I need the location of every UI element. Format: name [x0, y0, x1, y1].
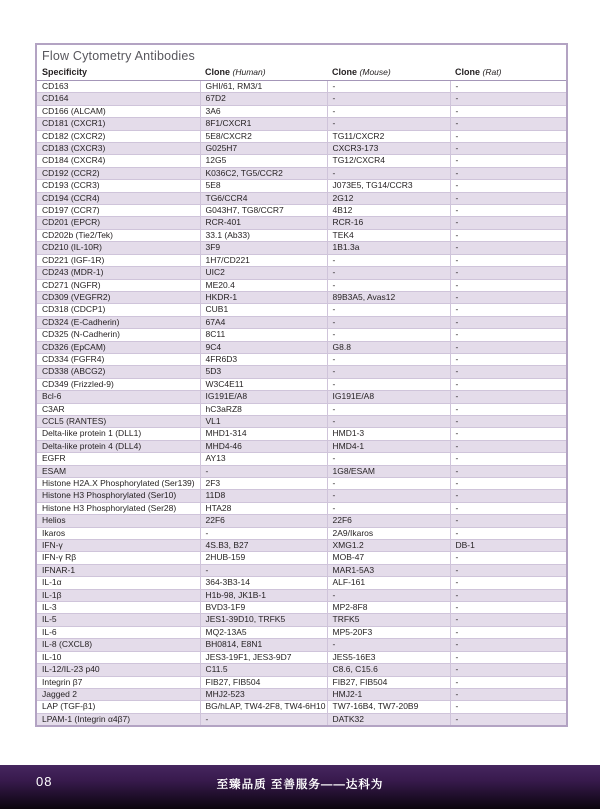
table-cell: Histone H2A.X Phosphorylated (Ser139)	[37, 478, 200, 490]
table-cell: 2F3	[200, 478, 327, 490]
table-cell: CD192 (CCR2)	[37, 167, 200, 179]
table-cell: 5E8/CXCR2	[200, 130, 327, 142]
table-row	[37, 403, 566, 415]
table-cell: -	[450, 651, 566, 663]
table-cell: JES5-16E3	[327, 651, 450, 663]
table-cell: -	[450, 366, 566, 378]
column-header-specificity	[37, 66, 200, 81]
page-footer	[0, 765, 600, 809]
table-cell: -	[450, 217, 566, 229]
table-cell: -	[327, 118, 450, 130]
table-cell: -	[450, 664, 566, 676]
table-cell: -	[327, 329, 450, 341]
table-cell: 33.1 (Ab33)	[200, 229, 327, 241]
table-row	[37, 341, 566, 353]
table-cell: Helios	[37, 515, 200, 527]
table-row	[37, 304, 566, 316]
table-cell: hC3aRZ8	[200, 403, 327, 415]
table-row	[37, 366, 566, 378]
table-cell: -	[450, 130, 566, 142]
table-cell: -	[327, 267, 450, 279]
table-cell: CD349 (Frizzled-9)	[37, 378, 200, 390]
table-cell: -	[327, 453, 450, 465]
table-cell: -	[327, 502, 450, 514]
table-cell: MHD1-314	[200, 428, 327, 440]
table-cell: BH0814, E8N1	[200, 639, 327, 651]
table-row	[37, 167, 566, 179]
table-row	[37, 229, 566, 241]
table-row	[37, 81, 566, 93]
table-cell: IL-8 (CXCL8)	[37, 639, 200, 651]
table-row	[37, 217, 566, 229]
table-cell: HTA28	[200, 502, 327, 514]
table-cell: CD201 (EPCR)	[37, 217, 200, 229]
table-cell: -	[327, 366, 450, 378]
table-cell: -	[450, 291, 566, 303]
table-row	[37, 105, 566, 117]
table-cell: J073E5, TG14/CCR3	[327, 180, 450, 192]
table-row	[37, 664, 566, 676]
table-cell: -	[327, 167, 450, 179]
table-cell: -	[450, 329, 566, 341]
table-row	[37, 254, 566, 266]
table-cell: -	[450, 316, 566, 328]
table-cell: CD193 (CCR3)	[37, 180, 200, 192]
table-row	[37, 242, 566, 254]
table-cell: 5D3	[200, 366, 327, 378]
table-cell: CD221 (IGF-1R)	[37, 254, 200, 266]
table-cell: AY13	[200, 453, 327, 465]
table-cell: CD243 (MDR-1)	[37, 267, 200, 279]
table-cell: HMJ2-1	[327, 688, 450, 700]
table-cell: -	[450, 279, 566, 291]
table-row	[37, 279, 566, 291]
table-row	[37, 713, 566, 725]
table-row	[37, 205, 566, 217]
table-cell: HMD4-1	[327, 440, 450, 452]
table-cell: 8F1/CXCR1	[200, 118, 327, 130]
table-cell: 22F6	[327, 515, 450, 527]
table-row	[37, 130, 566, 142]
table-cell: Integrin β7	[37, 676, 200, 688]
page-number: 08	[36, 774, 53, 789]
table-cell: -	[450, 577, 566, 589]
table-row	[37, 192, 566, 204]
table-cell: CUB1	[200, 304, 327, 316]
table-cell: -	[200, 465, 327, 477]
table-cell: -	[450, 143, 566, 155]
table-row	[37, 143, 566, 155]
table-cell: MAR1-5A3	[327, 564, 450, 576]
table-row	[37, 316, 566, 328]
table-cell: 2HUB-159	[200, 552, 327, 564]
table-row	[37, 626, 566, 638]
table-row	[37, 428, 566, 440]
table-cell: CD271 (NGFR)	[37, 279, 200, 291]
table-cell: TG6/CCR4	[200, 192, 327, 204]
table-cell: LAP (TGF-β1)	[37, 701, 200, 713]
table-cell: -	[200, 564, 327, 576]
column-header-clone-mouse	[327, 66, 450, 81]
table-cell: -	[450, 353, 566, 365]
table-cell: MHD4-46	[200, 440, 327, 452]
table-cell: CD210 (IL-10R)	[37, 242, 200, 254]
table-cell: BG/hLAP, TW4-2F8, TW4-6H10	[200, 701, 327, 713]
column-label: Clone	[455, 67, 481, 77]
table-cell: G8.8	[327, 341, 450, 353]
table-cell: IFN-γ	[37, 540, 200, 552]
table-row	[37, 614, 566, 626]
table-cell: FIB27, FIB504	[327, 676, 450, 688]
table-cell: 364-3B3-14	[200, 577, 327, 589]
table-cell: -	[327, 279, 450, 291]
table-cell: -	[327, 254, 450, 266]
table-cell: EGFR	[37, 453, 200, 465]
table-cell: -	[450, 614, 566, 626]
table-cell: IL-6	[37, 626, 200, 638]
table-cell: BVD3-1F9	[200, 602, 327, 614]
table-cell: 4B12	[327, 205, 450, 217]
table-cell: -	[450, 465, 566, 477]
table-cell: DATK32	[327, 713, 450, 725]
table-cell: -	[327, 93, 450, 105]
table-cell: CD166 (ALCAM)	[37, 105, 200, 117]
column-label: Clone	[332, 67, 358, 77]
table-cell: TRFK5	[327, 614, 450, 626]
table-cell: RCR-16	[327, 217, 450, 229]
table-row	[37, 490, 566, 502]
table-cell: -	[327, 589, 450, 601]
table-cell: IL-12/IL-23 p40	[37, 664, 200, 676]
table-row	[37, 651, 566, 663]
table-row	[37, 118, 566, 130]
table-row	[37, 688, 566, 700]
table-cell: 67D2	[200, 93, 327, 105]
table-row	[37, 453, 566, 465]
table-cell: -	[450, 589, 566, 601]
table-cell: CD164	[37, 93, 200, 105]
table-cell: 67A4	[200, 316, 327, 328]
table-cell: -	[450, 81, 566, 93]
table-cell: 1B1.3a	[327, 242, 450, 254]
table-cell: VL1	[200, 415, 327, 427]
table-cell: 5E8	[200, 180, 327, 192]
table-row	[37, 415, 566, 427]
table-cell: -	[450, 626, 566, 638]
table-cell: G043H7, TG8/CCR7	[200, 205, 327, 217]
table-cell: -	[450, 118, 566, 130]
table-cell: -	[450, 676, 566, 688]
column-sublabel: (Mouse)	[359, 67, 391, 77]
table-row	[37, 602, 566, 614]
table-cell: 8C11	[200, 329, 327, 341]
table-row	[37, 329, 566, 341]
table-cell: Jagged 2	[37, 688, 200, 700]
table-cell: -	[450, 701, 566, 713]
table-cell: IG191E/A8	[200, 391, 327, 403]
table-cell: CD324 (E-Cadherin)	[37, 316, 200, 328]
table-cell: K036C2, TG5/CCR2	[200, 167, 327, 179]
table-cell: G025H7	[200, 143, 327, 155]
table-cell: -	[200, 527, 327, 539]
footer-slogan: 至臻品质 至善服务——达科为	[216, 779, 384, 791]
table-row	[37, 465, 566, 477]
table-header-row	[37, 66, 566, 81]
table-cell: -	[450, 415, 566, 427]
table-cell: MQ2-13A5	[200, 626, 327, 638]
table-cell: ALF-161	[327, 577, 450, 589]
table-cell: 3F9	[200, 242, 327, 254]
antibody-table-panel	[35, 43, 568, 727]
table-row	[37, 502, 566, 514]
table-row	[37, 552, 566, 564]
table-row	[37, 577, 566, 589]
table-cell: IL-1β	[37, 589, 200, 601]
table-cell: -	[450, 378, 566, 390]
table-row	[37, 676, 566, 688]
table-cell: 9C4	[200, 341, 327, 353]
table-cell: -	[450, 453, 566, 465]
table-cell: -	[450, 639, 566, 651]
table-cell: CD181 (CXCR1)	[37, 118, 200, 130]
table-cell: CCL5 (RANTES)	[37, 415, 200, 427]
table-cell: CD184 (CXCR4)	[37, 155, 200, 167]
table-row	[37, 515, 566, 527]
table-cell: IFNAR-1	[37, 564, 200, 576]
table-row	[37, 378, 566, 390]
table-cell: 11D8	[200, 490, 327, 502]
table-cell: XMG1.2	[327, 540, 450, 552]
table-cell: -	[450, 688, 566, 700]
table-cell: -	[450, 167, 566, 179]
table-cell: FIB27, FIB504	[200, 676, 327, 688]
table-cell: CD194 (CCR4)	[37, 192, 200, 204]
table-cell: UIC2	[200, 267, 327, 279]
table-cell: IL-5	[37, 614, 200, 626]
table-row	[37, 527, 566, 539]
table-body	[37, 81, 566, 726]
table-cell: -	[200, 713, 327, 725]
table-cell: -	[450, 105, 566, 117]
table-cell: -	[450, 192, 566, 204]
table-cell: -	[450, 428, 566, 440]
table-cell: W3C4E11	[200, 378, 327, 390]
table-cell: MHJ2-523	[200, 688, 327, 700]
table-row	[37, 180, 566, 192]
table-cell: CD309 (VEGFR2)	[37, 291, 200, 303]
column-sublabel: (Human)	[232, 67, 266, 77]
table-cell: MP2-8F8	[327, 602, 450, 614]
table-cell: ME20.4	[200, 279, 327, 291]
table-row	[37, 540, 566, 552]
table-cell: Bcl-6	[37, 391, 200, 403]
table-cell: Ikaros	[37, 527, 200, 539]
table-cell: -	[450, 527, 566, 539]
table-row	[37, 267, 566, 279]
table-cell: Delta-like protein 4 (DLL4)	[37, 440, 200, 452]
table-cell: Delta-like protein 1 (DLL1)	[37, 428, 200, 440]
table-row	[37, 701, 566, 713]
table-cell: -	[450, 229, 566, 241]
table-row	[37, 639, 566, 651]
table-cell: -	[450, 242, 566, 254]
table-cell: GHI/61, RM3/1	[200, 81, 327, 93]
table-row	[37, 93, 566, 105]
table-cell: -	[327, 316, 450, 328]
table-cell: -	[450, 502, 566, 514]
table-cell: TG12/CXCR4	[327, 155, 450, 167]
table-cell: -	[327, 105, 450, 117]
table-cell: CD334 (FGFR4)	[37, 353, 200, 365]
table-cell: 4S.B3, B27	[200, 540, 327, 552]
table-cell: -	[327, 81, 450, 93]
table-cell: JES3-19F1, JES3-9D7	[200, 651, 327, 663]
table-cell: Histone H3 Phosphorylated (Ser28)	[37, 502, 200, 514]
table-row	[37, 155, 566, 167]
column-header-clone-rat	[450, 66, 566, 81]
table-cell: C11.5	[200, 664, 327, 676]
table-cell: -	[450, 552, 566, 564]
table-cell: DB-1	[450, 540, 566, 552]
table-cell: -	[327, 378, 450, 390]
table-cell: -	[450, 341, 566, 353]
table-cell: LPAM-1 (Integrin α4β7)	[37, 713, 200, 725]
table-cell: CD318 (CDCP1)	[37, 304, 200, 316]
table-cell: IL-1α	[37, 577, 200, 589]
table-row	[37, 353, 566, 365]
table-cell: CD326 (EpCAM)	[37, 341, 200, 353]
table-cell: 12G5	[200, 155, 327, 167]
table-cell: -	[450, 440, 566, 452]
table-cell: 89B3A5, Avas12	[327, 291, 450, 303]
table-cell: 1H7/CD221	[200, 254, 327, 266]
table-cell: TG11/CXCR2	[327, 130, 450, 142]
table-cell: C3AR	[37, 403, 200, 415]
table-cell: Histone H3 Phosphorylated (Ser10)	[37, 490, 200, 502]
table-row	[37, 391, 566, 403]
table-cell: -	[450, 155, 566, 167]
table-cell: -	[327, 639, 450, 651]
table-cell: C8.6, C15.6	[327, 664, 450, 676]
column-label: Clone	[205, 67, 231, 77]
table-cell: -	[450, 254, 566, 266]
table-cell: -	[450, 267, 566, 279]
table-cell: CD202b (Tie2/Tek)	[37, 229, 200, 241]
table-cell: -	[450, 180, 566, 192]
table-cell: CD163	[37, 81, 200, 93]
table-row	[37, 564, 566, 576]
table-cell: IL-10	[37, 651, 200, 663]
table-cell: -	[327, 415, 450, 427]
table-cell: HMD1-3	[327, 428, 450, 440]
table-cell: -	[450, 205, 566, 217]
table-row	[37, 440, 566, 452]
table-cell: 3A6	[200, 105, 327, 117]
table-title: Flow Cytometry Antibodies	[42, 49, 195, 63]
table-row	[37, 478, 566, 490]
table-cell: RCR-401	[200, 217, 327, 229]
table-cell: -	[450, 403, 566, 415]
table-row	[37, 291, 566, 303]
table-cell: MP5-20F3	[327, 626, 450, 638]
table-cell: -	[450, 515, 566, 527]
table-cell: -	[327, 490, 450, 502]
table-cell: CD338 (ABCG2)	[37, 366, 200, 378]
table-cell: -	[450, 304, 566, 316]
table-cell: 22F6	[200, 515, 327, 527]
table-cell: HKDR-1	[200, 291, 327, 303]
table-row	[37, 589, 566, 601]
table-cell: TW7-16B4, TW7-20B9	[327, 701, 450, 713]
table-cell: -	[450, 478, 566, 490]
table-cell: IFN-γ Rβ	[37, 552, 200, 564]
table-cell: -	[450, 564, 566, 576]
table-cell: 2A9/Ikaros	[327, 527, 450, 539]
table-cell: -	[450, 391, 566, 403]
table-cell: -	[327, 353, 450, 365]
table-cell: H1b-98, JK1B-1	[200, 589, 327, 601]
table-cell: ESAM	[37, 465, 200, 477]
table-cell: CD197 (CCR7)	[37, 205, 200, 217]
table-cell: JES1-39D10, TRFK5	[200, 614, 327, 626]
column-label: Specificity	[42, 67, 88, 77]
table-cell: CD182 (CXCR2)	[37, 130, 200, 142]
table-cell: -	[450, 93, 566, 105]
table-cell: CD325 (N-Cadherin)	[37, 329, 200, 341]
table-cell: -	[327, 403, 450, 415]
table-cell: IG191E/A8	[327, 391, 450, 403]
table-cell: MOB-47	[327, 552, 450, 564]
table-cell: CXCR3-173	[327, 143, 450, 155]
table-cell: -	[327, 304, 450, 316]
column-header-clone-human	[200, 66, 327, 81]
column-sublabel: (Rat)	[482, 67, 502, 77]
table-cell: -	[450, 490, 566, 502]
table-cell: -	[450, 602, 566, 614]
table-cell: TEK4	[327, 229, 450, 241]
table-cell: CD183 (CXCR3)	[37, 143, 200, 155]
antibody-table	[37, 66, 566, 725]
table-cell: 4FR6D3	[200, 353, 327, 365]
table-cell: 2G12	[327, 192, 450, 204]
table-cell: -	[327, 478, 450, 490]
table-cell: 1G8/ESAM	[327, 465, 450, 477]
table-cell: -	[455, 713, 459, 724]
table-cell: IL-3	[37, 602, 200, 614]
